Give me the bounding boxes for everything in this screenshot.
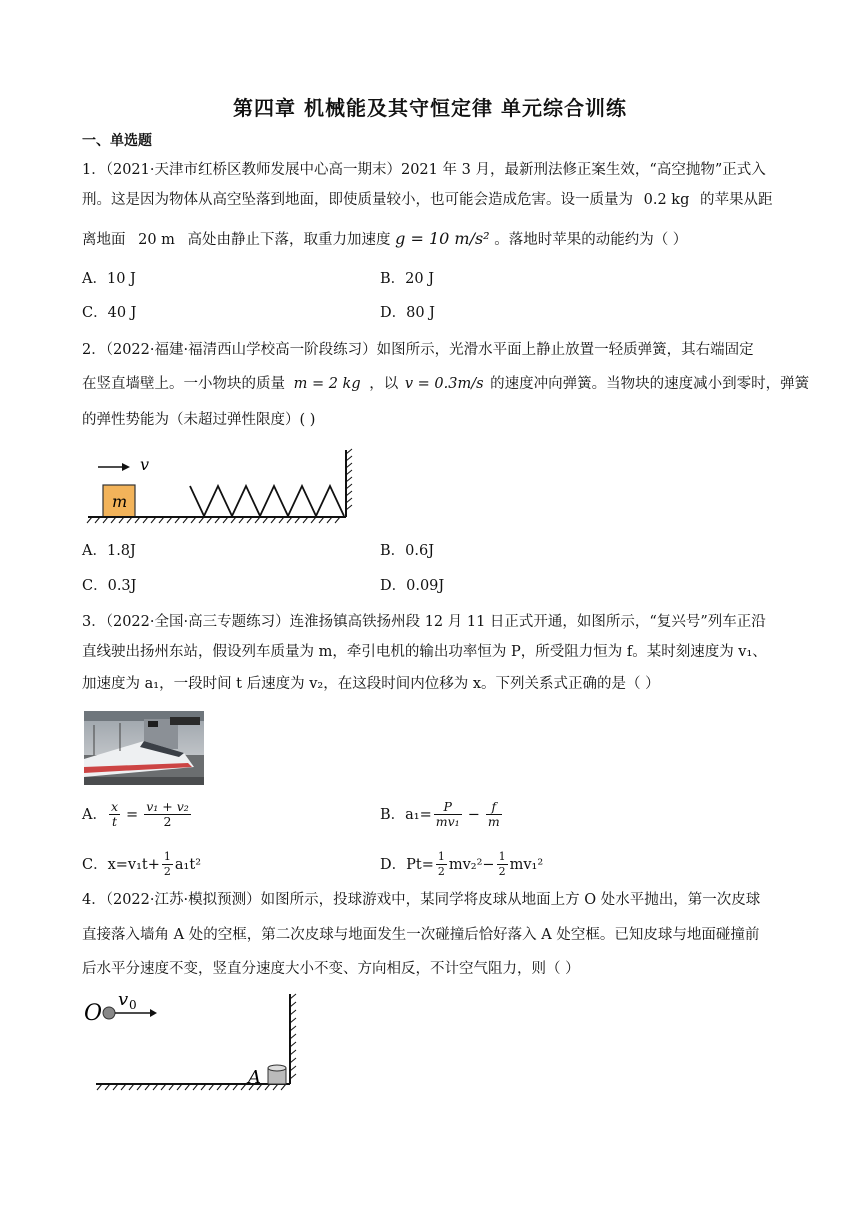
q4-throw-figure (84, 990, 304, 1110)
q1-option-d[interactable]: D．80 J (380, 305, 435, 321)
q1-line3b: 高处由静止下落，取重力加速度 (187, 232, 391, 248)
q3-line1: 3．（2022·全国·高三专题练习）连淮扬镇高铁扬州段 12 月 11 日正式开通，如图所示，“复兴号”列车正沿 (82, 614, 766, 630)
q3-option-d-text: D．Pt= (380, 856, 434, 873)
q1-option-a[interactable]: A．10 J (82, 271, 136, 287)
q3-option-a[interactable]: A． $\frac{x}{t}$ = $\frac{\text{v₁ + v₂}}{2}$ (82, 799, 189, 829)
q3-option-c-tail: a₁t² (174, 856, 202, 873)
q3-option-b-frac1: $\frac{P}{\text{mv₁}}$ (435, 799, 460, 829)
q2-velocity-label: v (140, 455, 150, 474)
q1-height: 20 m (138, 232, 175, 248)
q1-line2 (82, 190, 782, 210)
q3-option-c-text: C．x=v₁t+ (82, 856, 160, 873)
q3-option-d-tail: mv₁² (509, 856, 544, 873)
q3-option-d[interactable] (380, 850, 543, 879)
q4-line2: 直接落入墙角 A 处的空框，第二次皮球与地面发生一次碰撞后恰好落入 A 处空框。已知皮球与地面碰撞前 (82, 927, 760, 943)
q2-line2c: 的速度冲向弹簧。当物块的速度减小到零时，弹簧 (490, 376, 810, 392)
q3-option-a-frac-left: $\frac{x}{t}$ (110, 799, 119, 829)
q3-train-photo (84, 711, 204, 785)
q1-line1: 1．（2021·天津市红桥区教师发展中心高一期末）2021 年 3 月，最新刑法修正案生效，“高空抛物”正式入 (82, 162, 766, 178)
page-title: 第四章 机械能及其守恒定律 单元综合训练 (233, 96, 627, 120)
q3-option-a-label: A． (82, 806, 107, 823)
q1-line3c: 。落地时苹果的动能约为（ ） (494, 232, 688, 248)
q3-option-c-half: $\frac{1}{2}$ (163, 850, 171, 878)
q4-velocity-sub: 0 (129, 998, 137, 1012)
q3-option-d-half1: $\frac{1}{2}$ (437, 850, 445, 878)
q2-m-expr: m = 2 kg (293, 376, 361, 392)
q4-point-o-label: O (84, 1001, 103, 1026)
q4-point-a-label: A (248, 1067, 261, 1088)
q4-line1: 4．（2022·江苏·模拟预测）如图所示，投球游戏中，某同学将皮球从地面上方 O 处水平抛出，第一次皮球 (82, 892, 761, 908)
q2-option-b[interactable]: B．0.6J (380, 543, 435, 559)
q3-line3: 加速度为 a₁，一段时间 t 后速度为 v₂，在这段时间内位移为 x。下列关系式正确的是（ ） (82, 676, 660, 692)
q4-ball (103, 1007, 115, 1019)
q1-option-c[interactable]: C．40 J (82, 305, 137, 321)
q1-line3a: 离地面 (82, 232, 126, 248)
section-heading: 一、单选题 (82, 133, 152, 149)
q3-option-d-half2: $\frac{1}{2}$ (498, 850, 506, 878)
q1-line2a: 刑。这是因为物体从高空坠落到地面，即使质量较小，也可能会造成危害。设一质量为 (82, 192, 633, 208)
q2-block-label: m (112, 492, 128, 511)
q3-option-a-frac-right: $\frac{\text{v₁ + v₂}}{2}$ (146, 799, 189, 829)
q2-option-d[interactable]: D．0.09J (380, 578, 445, 594)
q2-spring (190, 486, 344, 516)
q4-velocity-label: v (118, 990, 129, 1010)
q1-line3 (82, 229, 782, 250)
q2-line2 (82, 374, 810, 394)
q2-option-c[interactable]: C．0.3J (82, 578, 137, 594)
q3-option-b-label: B．a₁= (380, 806, 432, 823)
q4-line3: 后水平分速度不变，竖直分速度大小不变、方向相反，不计空气阻力，则（ ） (82, 961, 580, 977)
q3-option-b[interactable]: B．a₁= $\frac{P}{\text{mv₁}}$ − $\frac{f}{m}$ (380, 799, 500, 829)
q2-spring-figure (84, 448, 364, 528)
q1-mass: 0.2 kg (643, 192, 690, 208)
q1-option-b[interactable]: B．20 J (380, 271, 435, 287)
q2-line2a: 在竖直墙壁上。一小物块的质量 (82, 376, 285, 392)
q1-line2b: 的苹果从距 (699, 192, 773, 208)
q3-option-d-mid: mv₂²− (448, 856, 495, 873)
q3-option-b-frac2: $\frac{f}{m}$ (487, 799, 500, 829)
q1-g: g = 10 m/s² (395, 229, 490, 248)
q2-option-a[interactable]: A．1.8J (82, 543, 136, 559)
q2-line2b: ，以 (369, 376, 399, 392)
q3-option-c[interactable] (82, 850, 201, 879)
q2-line1: 2．（2022·福建·福清西山学校高一阶段练习）如图所示，光滑水平面上静止放置一轻质弹簧，其右端固定 (82, 342, 754, 358)
q3-line2: 直线驶出扬州东站，假设列车质量为 m，牵引电机的输出功率恒为 P，所受阻力恒为 f。某时刻速度为 v₁、 (82, 644, 767, 660)
q2-line3: 的弹性势能为（未超过弹性限度）( ) (82, 412, 316, 428)
q2-v-expr: v = 0.3m/s (404, 376, 484, 392)
